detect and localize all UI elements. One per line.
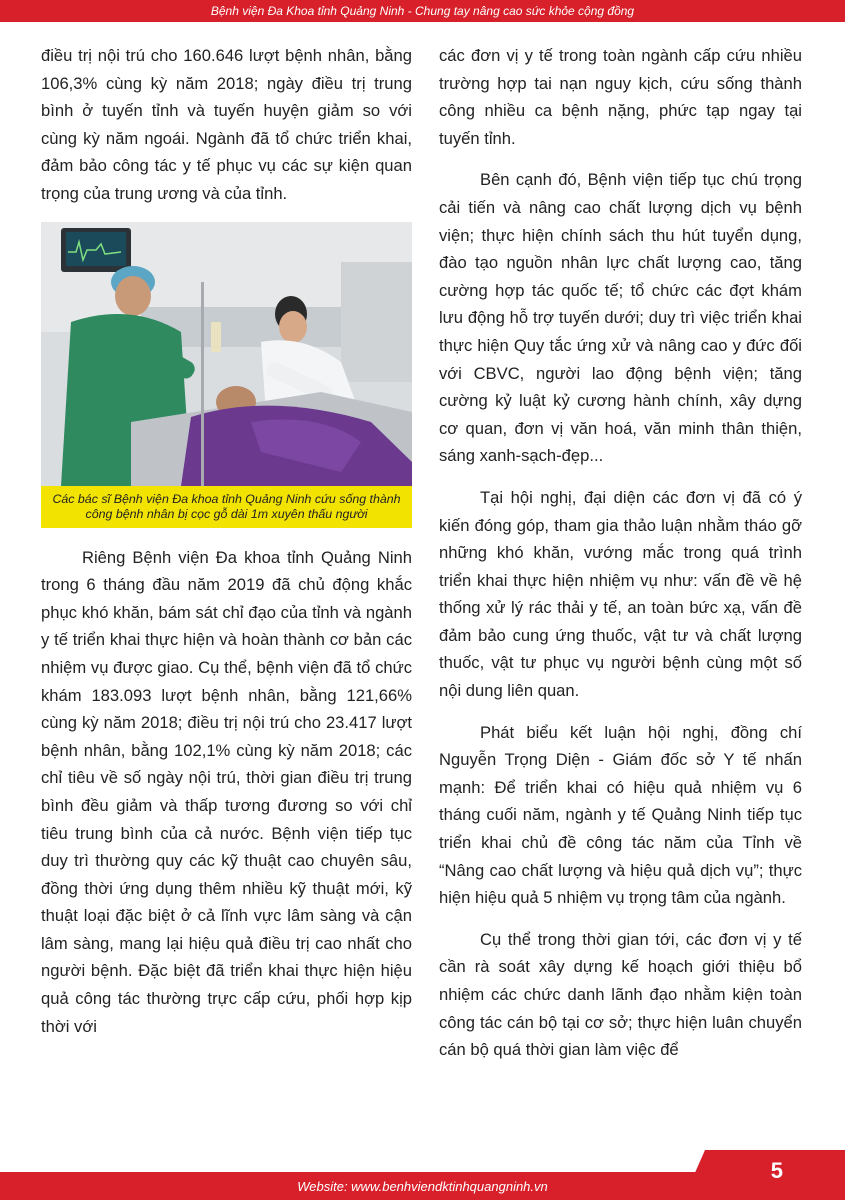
website-link[interactable]: Website: www.benhviendktinhquangninh.vn: [297, 1178, 548, 1194]
footer-website[interactable]: [0, 1172, 845, 1200]
right-paragraph-3: Tại hội nghị, đại diện các đơn vị đã có ý kiến đóng góp, tham gia thảo luận nhằm tháo gỡ những khó khăn, vướng mắc trong quá trình triển khai thực hiện nhiệm vụ như: vấn đề về hệ thống xử lý rác thải y tế, an toàn bức xạ, vấn đề đảm bảo cung ứng thuốc, vật tư và chất lượng thuốc, vật tư phục vụ người bệnh cùng một số nội dung liên quan.: [439, 487, 802, 701]
left-paragraph-2: Riêng Bệnh viện Đa khoa tỉnh Quảng Ninh trong 6 tháng đầu năm 2019 đã chủ động khắc phục khó khăn, bám sát chỉ đạo của tỉnh và ngành y tế triển khai thực hiện và hoàn thành cơ bản các nhiệm vụ được giao. Cụ thể, bệnh viện đã tổ chức khám 183.093 lượt bệnh nhân, bằng 121,66% cùng kỳ năm 2018; điều trị nội trú cho 23.417 lượt bệnh nhân, bằng 102,1% cùng kỳ năm 2018; các chỉ tiêu về số ngày nội trú, thời gian điều trị trung bình đều giảm và thấp tương đương so với chỉ tiêu trung bình của cả nước. Bệnh viện tiếp tục duy trì thường quy các kỹ thuật cao chuyên sâu, đồng thời ứng dụng thêm nhiều kỹ thuật mới, kỹ thuật loại đặc biệt ở cả lĩnh vực lâm sàng và cận lâm sàng, mang lại hiệu quả điều trị cao nhất cho người bệnh. Đặc biệt đã triển khai thực hiện hiệu quả công tác thường trực cấp cứu, phối hợp kịp thời với: [41, 547, 412, 1036]
right-paragraph-4: Phát biểu kết luận hội nghị, đồng chí Nguyễn Trọng Diện - Giám đốc sở Y tế nhấn mạnh: Để triển khai có hiệu quả nhiệm vụ 6 tháng cuối năm, ngành y tế Quảng Ninh tiếp tục triển khai chủ đề công tác năm của Tỉnh về “Nâng cao chất lượng và hiệu quả dịch vụ”; thực hiện hiệu quả 5 nhiệm vụ trọng tâm của ngành.: [439, 722, 802, 908]
right-paragraph-5: Cụ thể trong thời gian tới, các đơn vị y tế cần rà soát xây dựng kế hoạch giới thiệu bổ nhiệm các chức danh lãnh đạo nhằm kiện toàn công tác cán bộ tại cơ sở; thực hiện luân chuyển cán bộ quá thời gian làm việc để: [439, 929, 802, 1060]
right-paragraph-2: Bên cạnh đó, Bệnh viện tiếp tục chú trọng cải tiến và nâng cao chất lượng dịch vụ bệnh viện; thực hiện chính sách thu hút tuyển dụng, đào tạo nguồn nhân lực chất lượng cao, tăng cường hợp tác quốc tế; tổ chức các đợt khám lưu động hỗ trợ tuyến dưới; duy trì việc triển khai thực hiện Quy tắc ứng xử và nâng cao y đức đối với CBVC, người lao động bệnh viện; tăng cường kỷ luật kỷ cương hành chính, xây dựng cơ quan, đơn vị văn hoá, văn minh thân thiện, sáng xanh-sạch-đẹp...: [439, 170, 802, 466]
right-paragraph-1: các đơn vị y tế trong toàn ngành cấp cứu nhiều trường hợp tai nạn nguy kịch, cứu sống thành công nhiều ca bệnh nặng, phức tạp ngay tại tuyến tỉnh.: [439, 46, 802, 148]
photo-caption: Các bác sĩ Bệnh viện Đa khoa tỉnh Quảng Ninh cứu sống thành công bệnh nhân bị cọc gỗ dài 1m xuyên thấu người: [41, 486, 412, 528]
left-column: [41, 42, 412, 1054]
right-column: [439, 42, 802, 1078]
left-paragraph-1: điều trị nội trú cho 160.646 lượt bệnh nhân, bằng 106,3% cùng kỳ năm 2018; ngày điều trị trung bình ở tuyến tỉnh và tuyến huyện giảm so với cùng kỳ năm ngoái. Ngành đã tổ chức triển khai, đảm bảo công tác y tế phục vụ các sự kiện quan trọng của trung ương và của tỉnh.: [41, 46, 412, 203]
header-title: Bệnh viện Đa Khoa tỉnh Quảng Ninh - Chung tay nâng cao sức khỏe cộng đồng: [210, 4, 635, 18]
page-number: 5: [770, 1158, 783, 1183]
photo-figure: [41, 222, 412, 528]
page-header-bar: [0, 0, 845, 22]
hospital-photo: [41, 222, 412, 486]
